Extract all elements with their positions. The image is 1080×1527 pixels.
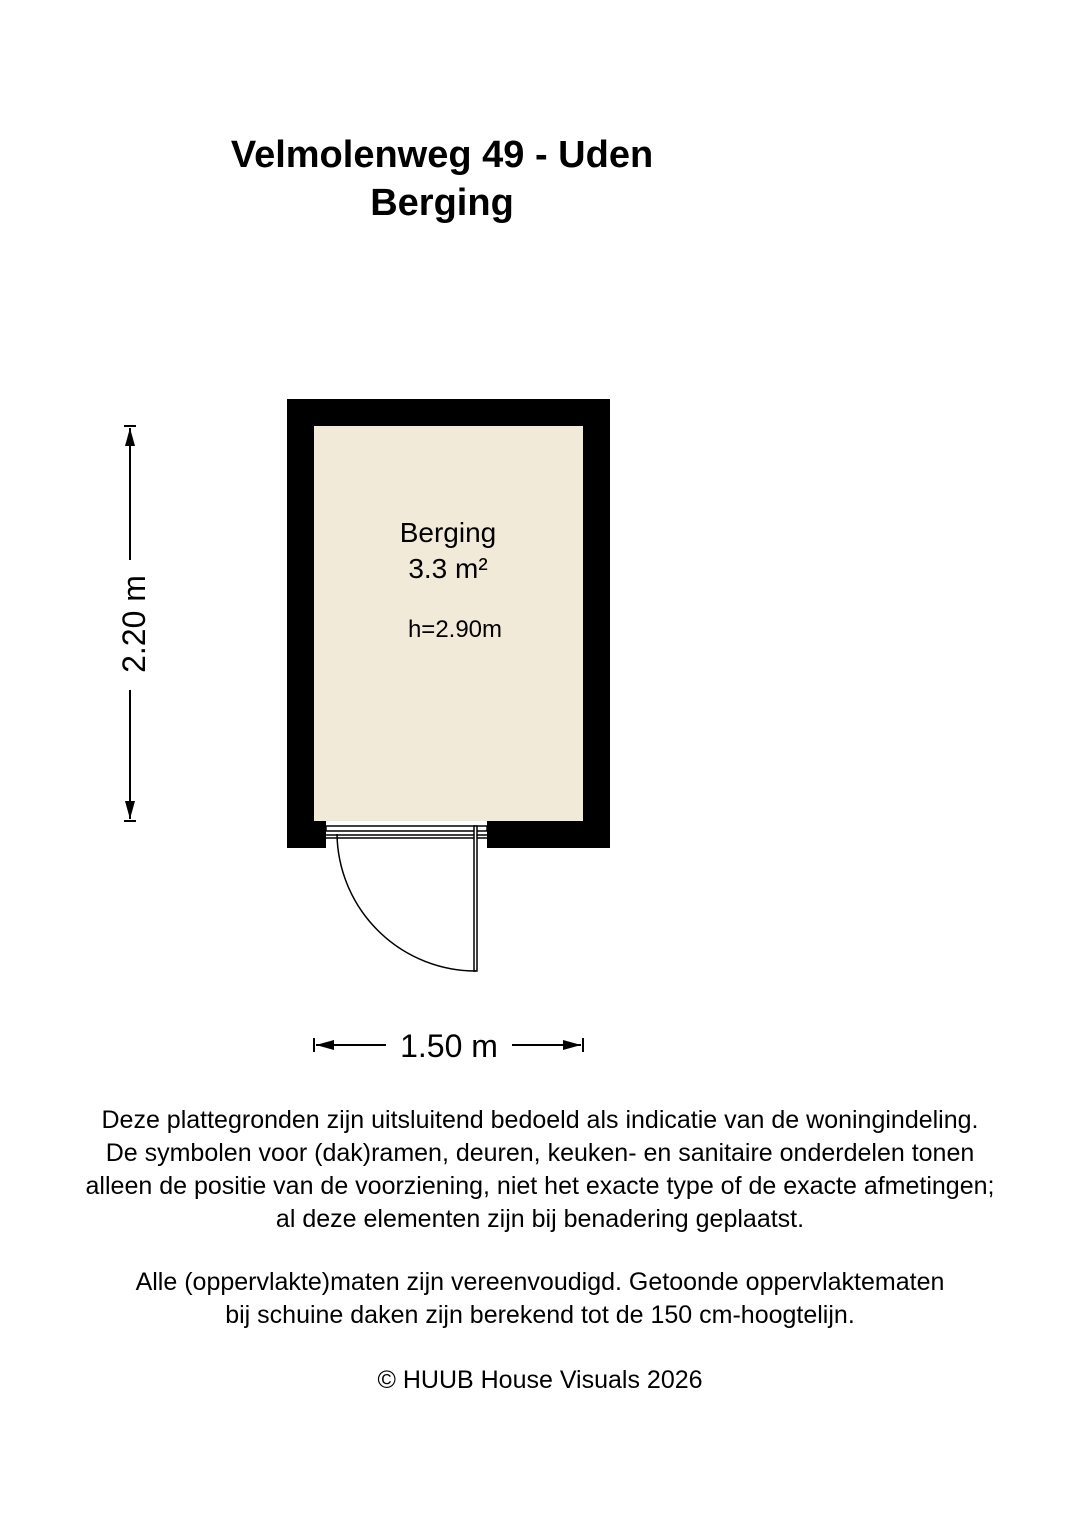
- copyright-notice: © HUUB House Visuals 2026: [377, 1366, 703, 1394]
- door-leaf: [474, 826, 477, 971]
- disclaimer-line: Deze plattegronden zijn uitsluitend bedoeld als indicatie van de woningindeling.: [101, 1106, 979, 1134]
- page-subtitle: Berging: [370, 182, 514, 224]
- door-swing-arc: [337, 834, 476, 971]
- room-label: Berging: [399, 517, 497, 548]
- disclaimer-paragraph-1: [0, 1104, 1080, 1236]
- disclaimer-paragraph-2: [0, 1266, 1080, 1332]
- disclaimer-line: De symbolen voor (dak)ramen, deuren, keuken- en sanitaire onderdelen tonen: [105, 1139, 975, 1167]
- horizontal-dimension-label: 1.50 m: [400, 1028, 498, 1064]
- vertical-dimension-label: 2.20 m: [116, 575, 152, 673]
- room-area: 3.3 m²: [408, 553, 488, 584]
- disclaimer-line: Alle (oppervlakte)maten zijn vereenvoudigd. Getoonde oppervlaktematen: [135, 1268, 945, 1296]
- page-title: Velmolenweg 49 - Uden: [230, 134, 654, 176]
- disclaimer-line: bij schuine daken zijn berekend tot de 150 cm-hoogtelijn.: [225, 1301, 855, 1329]
- room-height: h=2.90m: [407, 616, 503, 643]
- disclaimer-line: al deze elementen zijn bij benadering geplaatst.: [275, 1205, 805, 1233]
- disclaimer-line: alleen de positie van de voorziening, niet het exacte type of de exacte afmetingen;: [85, 1172, 995, 1200]
